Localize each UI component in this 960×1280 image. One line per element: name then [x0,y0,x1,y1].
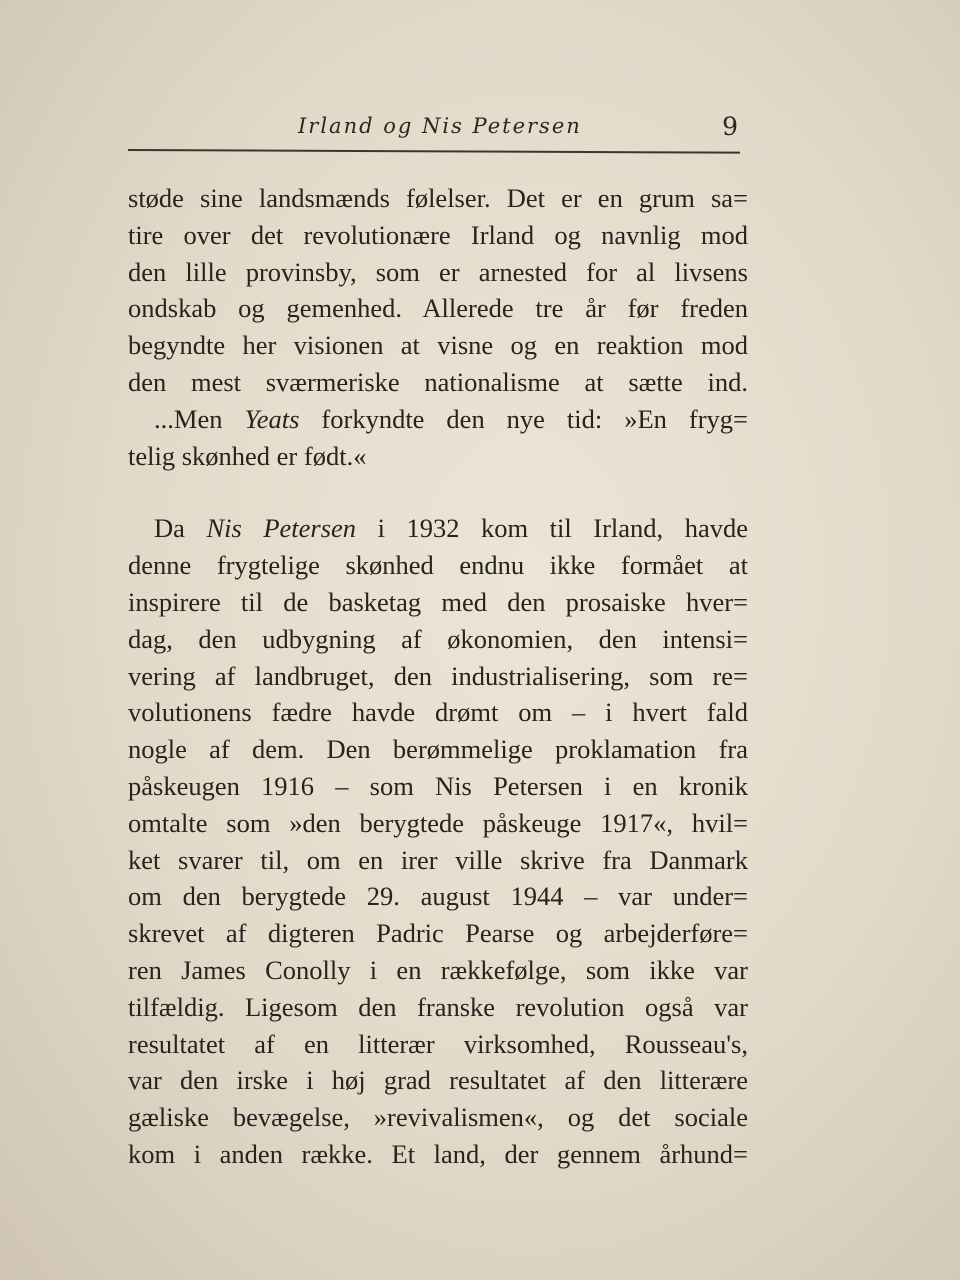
running-head [128,108,740,148]
italic-name: Yeats [244,403,300,434]
running-title: Irland og Nis Petersen [298,114,582,138]
page-number: 9 [722,112,738,141]
paragraph-gap [128,474,748,510]
text-line: vering af landbruget, den industrialisering, som re= [128,660,748,691]
text-segment: ...Men [154,403,245,434]
text-line: omtalte som »den berygtede påskeuge 1917«, hvil= [128,807,748,838]
text-line: den lille provinsby, som er arnested for al livsens [128,256,748,287]
header-rule [128,149,740,154]
text-line: denne frygtelige skønhed endnu ikke formået at [128,550,748,581]
text-line: var den irske i høj grad resultatet af den litterære [128,1065,748,1096]
text-line: gæliske bevægelse, »revivalismen«, og det sociale [128,1102,748,1133]
text-line: resultatet af en litterær virksomhed, Rousseau's, [128,1028,748,1059]
text-line: ren James Conolly i en rækkefølge, som ikke var [128,954,748,985]
text-line: tire over det revolutionære Irland og navnlig mod [128,219,748,250]
text-line: ondskab og gemenhed. Allerede tre år før freden [128,293,748,324]
text-line: ket svarer til, om en irer ville skrive fra Danmark [128,844,748,875]
text-line: tilfældig. Ligesom den franske revolution også var [128,991,748,1022]
text-segment: i 1932 kom til Irland, havde [356,513,748,544]
italic-name: Nis Petersen [206,513,357,544]
paragraph-2 [128,510,748,1172]
text-line: om den berygtede 29. august 1944 – var under= [128,881,748,912]
text-segment: Da [154,513,207,544]
text-line: dag, den udbygning af økonomien, den intensi= [128,623,748,654]
text-line: den mest sværmeriske nationalisme at sætte ind. [128,366,748,397]
paragraph-1 [128,180,748,474]
text-line: begyndte her visionen at visne og en reaktion mod [128,330,748,361]
text-line: telig skønhed er født.« [128,440,367,471]
text-line [128,401,748,438]
text-line: inspirere til de basketag med den prosaiske hver= [128,586,748,617]
text-line [128,510,748,547]
body-text [128,180,748,1173]
text-line: nogle af dem. Den berømmelige proklamation fra [128,734,748,765]
text-line: støde sine landsmænds følelser. Det er en grum sa= [128,183,748,213]
text-line: påskeugen 1916 – som Nis Petersen i en kronik [128,770,748,801]
text-segment: forkyndte den nye tid: »En fryg= [299,403,748,434]
text-line: kom i anden række. Et land, der gennem århund= [128,1138,748,1169]
text-line: skrevet af digteren Padric Pearse og arbejderføre= [128,918,748,949]
text-line: volutionens fædre havde drømt om – i hvert fald [128,697,748,728]
